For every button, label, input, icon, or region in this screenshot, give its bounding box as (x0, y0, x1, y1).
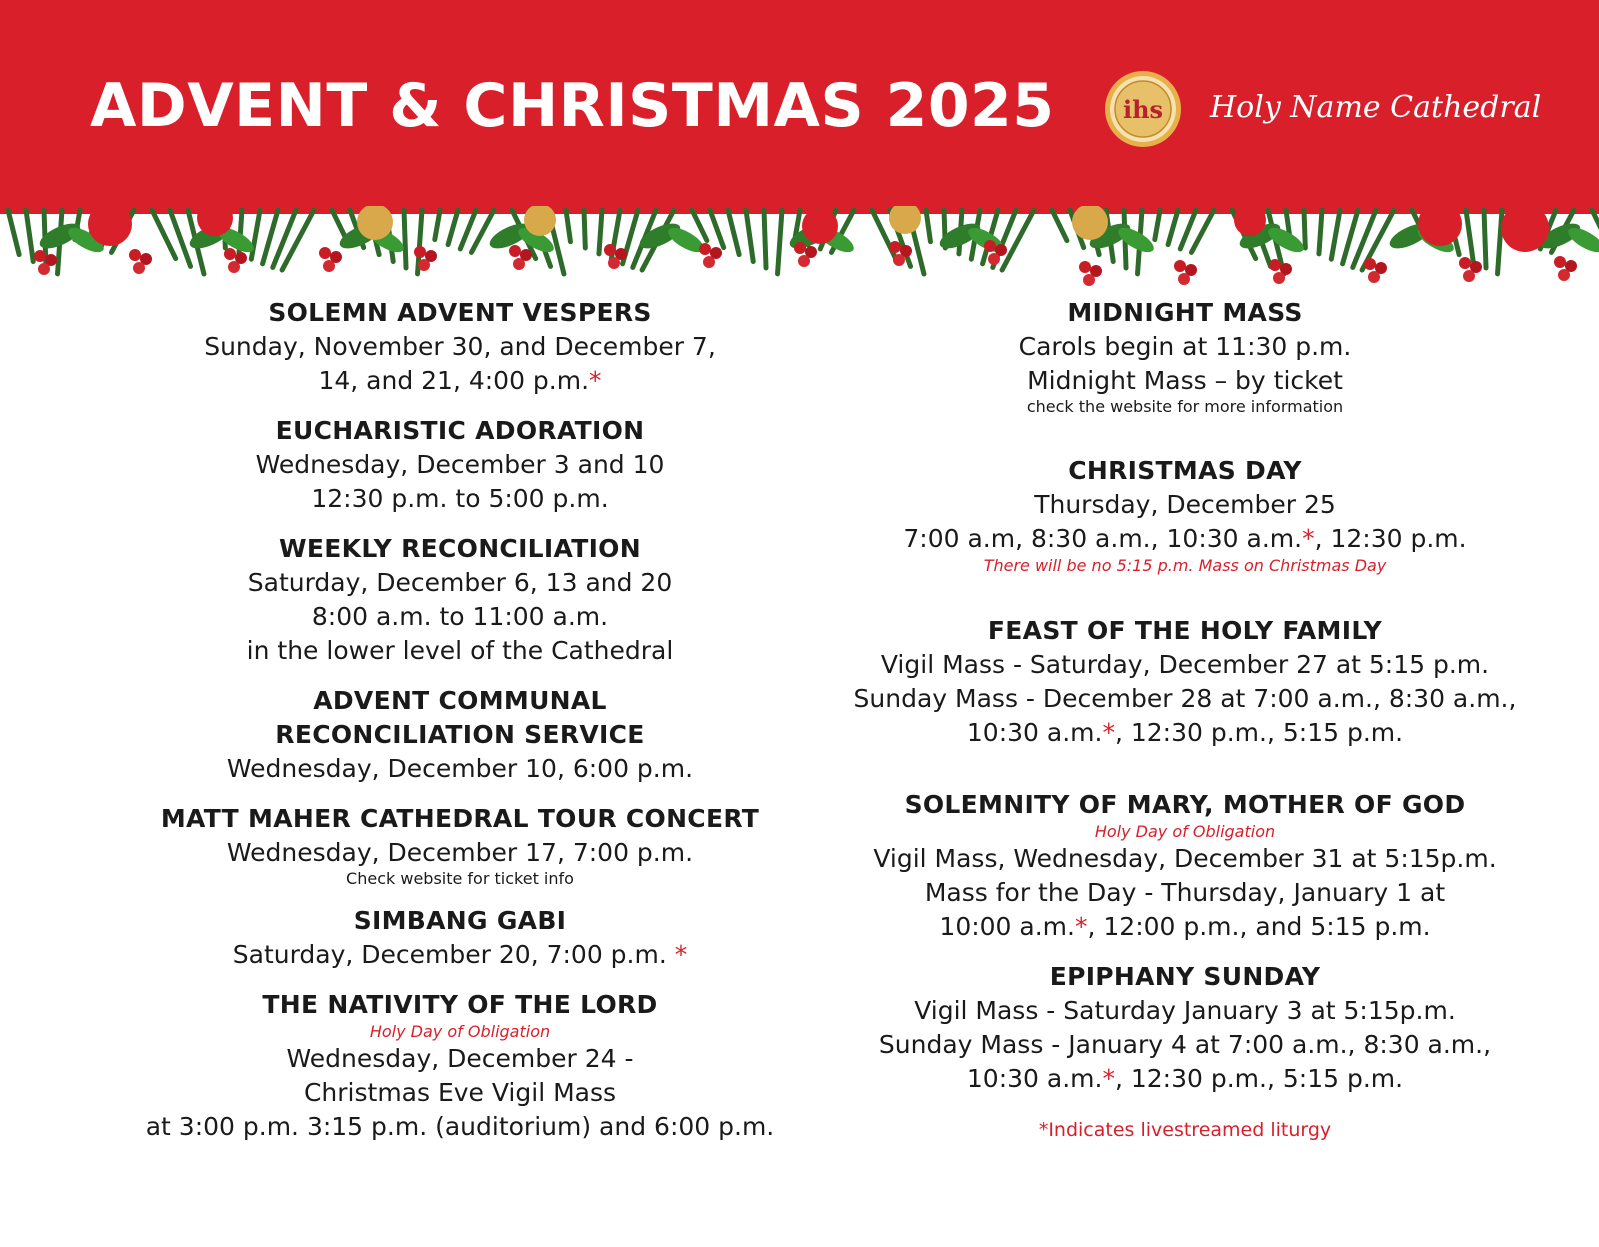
pine-branch (566, 210, 570, 242)
event-line: Mass for the Day - Thursday, January 1 at (924, 878, 1446, 907)
livestream-asterisk: * (1074, 912, 1088, 941)
event-advent-communal-reconciliation (120, 684, 800, 786)
event-line: 7:00 a.m, 8:30 a.m., 10:30 a.m.*, 12:30 p.m. (903, 524, 1467, 553)
event-line: 12:30 p.m. to 5:00 p.m. (311, 484, 609, 513)
event-line: 10:30 a.m.*, 12:30 p.m., 5:15 p.m. (966, 1064, 1404, 1093)
holly-berry (604, 244, 616, 256)
pine-branch (1002, 210, 1034, 270)
event-heading: CHRISTMAS DAY (1068, 456, 1302, 485)
holly-berry (1459, 257, 1471, 269)
ornament-ball (802, 208, 838, 244)
page-title: ADVENT & CHRISTMAS 2025 (90, 71, 1055, 141)
event-line: Midnight Mass – by ticket (1027, 366, 1343, 395)
event-line: 14, and 21, 4:00 p.m.* (318, 366, 602, 395)
event-heading: EUCHARISTIC ADORATION (275, 416, 645, 445)
holly-berry (224, 248, 236, 260)
holly-berry (1178, 273, 1190, 285)
holly-berry (418, 259, 430, 271)
event-heading: FEAST OF THE HOLY FAMILY (987, 616, 1383, 645)
event-solemn-advent-vespers (120, 296, 800, 398)
cathedral-seal-icon (1104, 70, 1182, 148)
pine-branch (26, 210, 33, 261)
event-solemnity-of-mary (820, 788, 1550, 944)
holly-berry (798, 255, 810, 267)
holly-berry (1364, 258, 1376, 270)
event-line: Saturday, December 6, 13 and 20 (247, 568, 673, 597)
event-epiphany-sunday (820, 960, 1550, 1096)
event-line: in the lower level of the Cathedral (246, 636, 674, 665)
event-heading: SIMBANG GABI (353, 906, 567, 935)
livestream-asterisk: * (1102, 718, 1115, 747)
event-line: 10:00 a.m.*, 12:00 p.m., and 5:15 p.m. (939, 912, 1431, 941)
pine-branch (1052, 210, 1067, 241)
event-weekly-reconciliation (120, 532, 800, 668)
holly-berry (1079, 261, 1091, 273)
holly-berry (513, 258, 525, 270)
pine-branch (282, 210, 314, 270)
holly-berry (699, 243, 711, 255)
pine-branch (1155, 210, 1160, 240)
holly-berry (323, 260, 335, 272)
spacer (820, 432, 1550, 454)
pine-branch (404, 210, 406, 268)
pine-branch (764, 210, 766, 268)
spacer (820, 766, 1550, 788)
event-heading: WEEKLY RECONCILIATION (279, 534, 641, 563)
pine-branch (1466, 210, 1473, 261)
event-heading: RECONCILIATION SERVICE (275, 720, 645, 749)
holy-day-note: Holy Day of Obligation (369, 1022, 551, 1041)
holly-berry (414, 246, 426, 258)
holly-berry (133, 262, 145, 274)
livestream-asterisk: * (589, 366, 602, 395)
holly-berry (893, 254, 905, 266)
holly-berry (889, 241, 901, 253)
holly-berry (34, 250, 46, 262)
pine-branch (1319, 210, 1322, 254)
pine-branch (1304, 210, 1305, 248)
livestream-asterisk: * (674, 940, 688, 969)
event-nativity-of-the-lord (120, 988, 800, 1144)
holly-berry (988, 253, 1000, 265)
event-line: Sunday, November 30, and December 7, (204, 332, 716, 361)
holy-day-note: Holy Day of Obligation (1094, 822, 1276, 841)
pine-branch (1331, 210, 1340, 259)
holly-berry (319, 247, 331, 259)
event-line: at 3:00 p.m. 3:15 p.m. (auditorium) and 6:00 p.m. (145, 1112, 775, 1141)
event-heading: ADVENT COMMUNAL (313, 686, 607, 715)
spacer (820, 592, 1550, 614)
holly-berry (608, 257, 620, 269)
ticket-info-note: Check website for ticket info (346, 869, 574, 888)
event-heading: THE NATIVITY OF THE LORD (262, 990, 658, 1019)
holly-berry (1083, 274, 1095, 286)
pine-branch (1168, 210, 1178, 245)
holly-berry (1558, 269, 1570, 281)
event-line: Wednesday, December 3 and 10 (255, 450, 665, 479)
event-line: Sunday Mass - January 4 at 7:00 a.m., 8:30 a.m., (878, 1030, 1492, 1059)
pine-branch (926, 210, 930, 242)
event-heading: MATT MAHER CATHEDRAL TOUR CONCERT (160, 804, 760, 833)
pine-branch (251, 210, 260, 259)
pine-branch (584, 210, 585, 248)
event-line: Wednesday, December 24 - (286, 1044, 634, 1073)
event-matt-maher-concert (120, 802, 800, 888)
holly-berry (794, 242, 806, 254)
pine-branch (448, 210, 458, 245)
holly-berry (1174, 260, 1186, 272)
holly-berry (509, 245, 521, 257)
ornament-ball (1501, 206, 1549, 252)
pine-branch (599, 210, 602, 254)
livestream-asterisk: * (1302, 524, 1315, 553)
event-line: 10:30 a.m.*, 12:30 p.m., 5:15 p.m. (966, 718, 1404, 747)
header-banner (0, 0, 1599, 214)
event-midnight-mass (820, 296, 1550, 416)
holly-berry (228, 261, 240, 273)
event-heading: MIDNIGHT MASS (1067, 298, 1303, 327)
no-evening-mass-note: There will be no 5:15 p.m. Mass on Christmas Day (983, 556, 1387, 575)
holly-berry (1463, 270, 1475, 282)
event-line: Wednesday, December 10, 6:00 p.m. (226, 754, 694, 783)
event-heading: EPIPHANY SUNDAY (1049, 962, 1321, 991)
event-line: Vigil Mass, Wednesday, December 31 at 5:15p.m. (873, 844, 1497, 873)
event-heading: SOLEMN ADVENT VESPERS (268, 298, 652, 327)
holly-berry (38, 263, 50, 275)
ornament-ball (889, 206, 921, 234)
event-holy-family (820, 614, 1550, 750)
pine-branch (710, 210, 724, 248)
event-christmas-day (820, 454, 1550, 576)
pine-branch (746, 210, 753, 261)
holly-berry (1554, 256, 1566, 268)
pine-branch (1484, 210, 1486, 268)
event-line: Saturday, December 20, 7:00 p.m. * (232, 940, 688, 969)
event-line: Christmas Eve Vigil Mass (303, 1078, 617, 1107)
pine-branch (728, 210, 739, 255)
event-line: Wednesday, December 17, 7:00 p.m. (226, 838, 694, 867)
holly-berry (984, 240, 996, 252)
event-eucharistic-adoration (120, 414, 800, 516)
garland-decoration (0, 206, 1599, 296)
livestream-footnote: *Indicates livestreamed liturgy (1038, 1119, 1332, 1141)
cathedral-name: Holy Name Cathedral (1210, 90, 1542, 125)
holly-berry (1273, 272, 1285, 284)
event-line: Vigil Mass - Saturday January 3 at 5:15p.m. (914, 996, 1456, 1025)
event-line: Vigil Mass - Saturday, December 27 at 5:15 p.m. (880, 650, 1490, 679)
event-line: Sunday Mass - December 28 at 7:00 a.m., 8:30 a.m., (853, 684, 1517, 713)
event-simbang-gabi (120, 904, 800, 972)
pine-branch (435, 210, 440, 240)
holly-berry (703, 256, 715, 268)
svg-text:ihs: ihs (1122, 95, 1164, 124)
pine-branch (8, 210, 19, 255)
holly-berry (1269, 259, 1281, 271)
event-heading: SOLEMNITY OF MARY, MOTHER OF GOD (904, 790, 1466, 819)
pine-branch (778, 210, 782, 274)
website-info-note: check the website for more information (1026, 397, 1344, 416)
left-column (120, 296, 800, 1160)
event-line: 8:00 a.m. to 11:00 a.m. (311, 602, 609, 631)
event-line: Carols begin at 11:30 p.m. (1018, 332, 1352, 361)
pine-branch (1498, 210, 1502, 274)
holly-berry (129, 249, 141, 261)
right-column (820, 296, 1550, 1142)
event-line: Thursday, December 25 (1034, 490, 1336, 519)
livestream-asterisk: * (1102, 1064, 1115, 1093)
holly-berry (1368, 271, 1380, 283)
